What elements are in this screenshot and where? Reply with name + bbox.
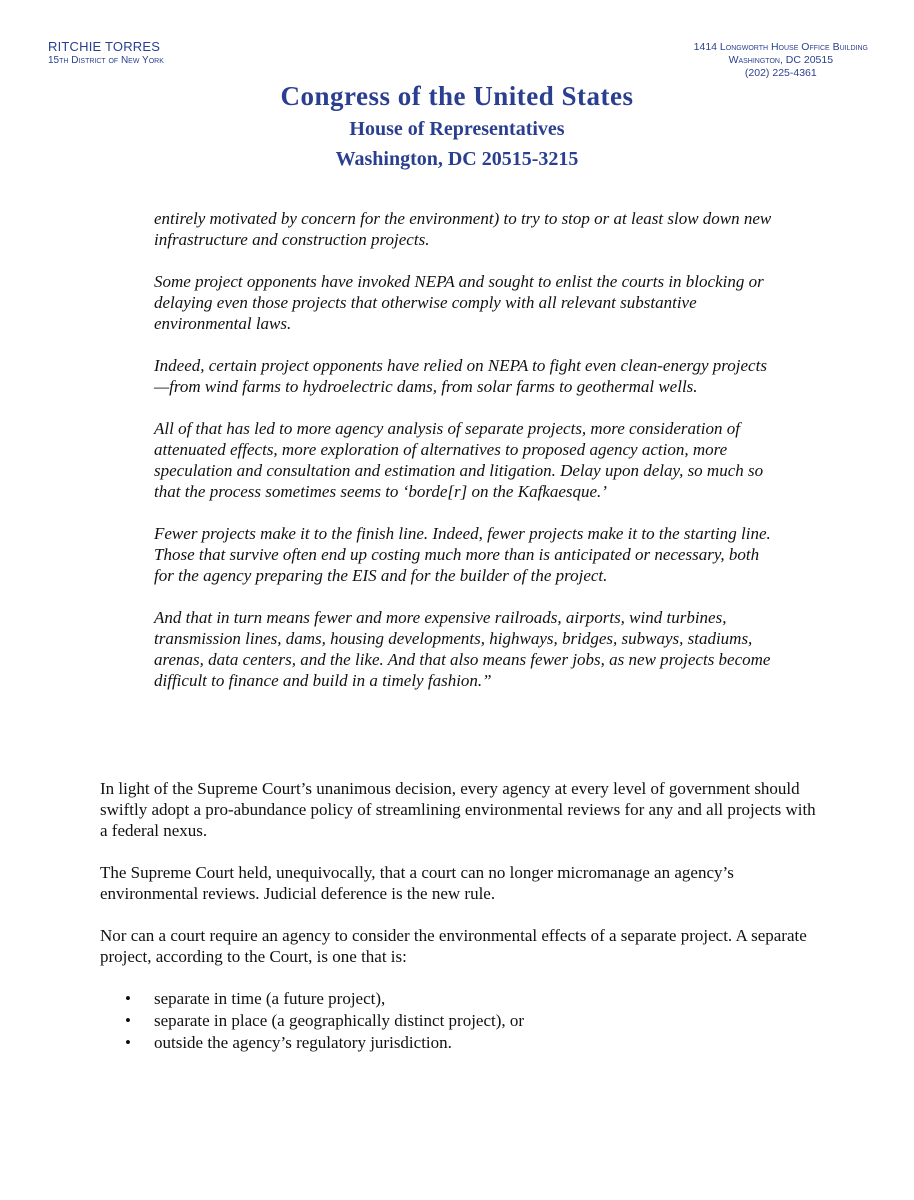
- body-paragraph: In light of the Supreme Court’s unanimous decision, every agency at every level of government should swiftly adopt a pro-abundance policy of streamlining environmental reviews for any and all projects with a federal nexus.: [100, 779, 816, 840]
- letterhead-city: Washington, DC 20515-3215: [335, 148, 579, 170]
- list-item-text: separate in time (a future project),: [154, 989, 386, 1008]
- list-item: [100, 1010, 820, 1032]
- office-city: Washington, DC 20515: [728, 54, 834, 67]
- quote-paragraph: All of that has led to more agency analysis of separate projects, more consideration of attenuated effects, more exploration of alternatives to proposed agency action, more speculation and consultation and estimation and litigation. Delay upon delay, so much so that the process sometimes seems to ‘borde[r] on the Kafkaesque.’: [154, 419, 764, 501]
- sender-name: RITCHIE TORRES: [48, 39, 161, 54]
- quote-paragraph: Indeed, certain project opponents have relied on NEPA to fight even clean-energy projects—from wind farms to hydroelectric dams, from solar farms to geothermal wells.: [154, 356, 767, 396]
- block-quote: [154, 208, 774, 712]
- quote-paragraph: entirely motivated by concern for the environment) to try to stop or at least slow down new infrastructure and construction projects.: [154, 209, 772, 249]
- sender-block: [48, 40, 164, 66]
- quote-paragraph: Some project opponents have invoked NEPA and sought to enlist the courts in blocking or delaying even those projects that otherwise comply with all relevant substantive environmental laws.: [154, 272, 764, 333]
- bullet-icon: •: [125, 1033, 131, 1052]
- sender-district: 15th District of New York: [48, 54, 164, 66]
- list-item-text: outside the agency’s regulatory jurisdiction.: [154, 1033, 452, 1052]
- quote-paragraph: Fewer projects make it to the finish line. Indeed, fewer projects make it to the starting line. Those that survive often end up costing much more than is anticipated or necessary, both for the agency preparing the EIS and for the builder of the project.: [154, 524, 771, 585]
- list-item: [100, 988, 820, 1010]
- body-paragraph: The Supreme Court held, unequivocally, that a court can no longer micromanage an agency’s environmental reviews. Judicial deference is the new rule.: [100, 863, 734, 903]
- office-address: [694, 41, 868, 80]
- office-building: 1414 Longworth House Office Building: [693, 41, 868, 53]
- letterhead-title: Congress of the United States: [280, 81, 634, 111]
- office-phone: (202) 225-4361: [744, 67, 817, 80]
- bullet-list: [100, 988, 820, 1054]
- bullet-icon: •: [125, 1011, 131, 1030]
- body-paragraph: Nor can a court require an agency to consider the environmental effects of a separate project. A separate project, according to the Court, is one that is:: [100, 926, 807, 966]
- letterhead: [0, 78, 914, 174]
- letterhead-subtitle: House of Representatives: [349, 118, 565, 140]
- bullet-icon: •: [125, 989, 131, 1008]
- quote-paragraph: And that in turn means fewer and more expensive railroads, airports, wind turbines, transmission lines, dams, housing developments, highways, bridges, subways, stadiums, arenas, data centers, and the like. And that also means fewer jobs, as new projects become difficult to finance and build in a timely fashion.”: [154, 608, 771, 690]
- letter-body: [100, 778, 820, 1054]
- list-item-text: separate in place (a geographically distinct project), or: [154, 1011, 525, 1030]
- list-item: [100, 1032, 820, 1054]
